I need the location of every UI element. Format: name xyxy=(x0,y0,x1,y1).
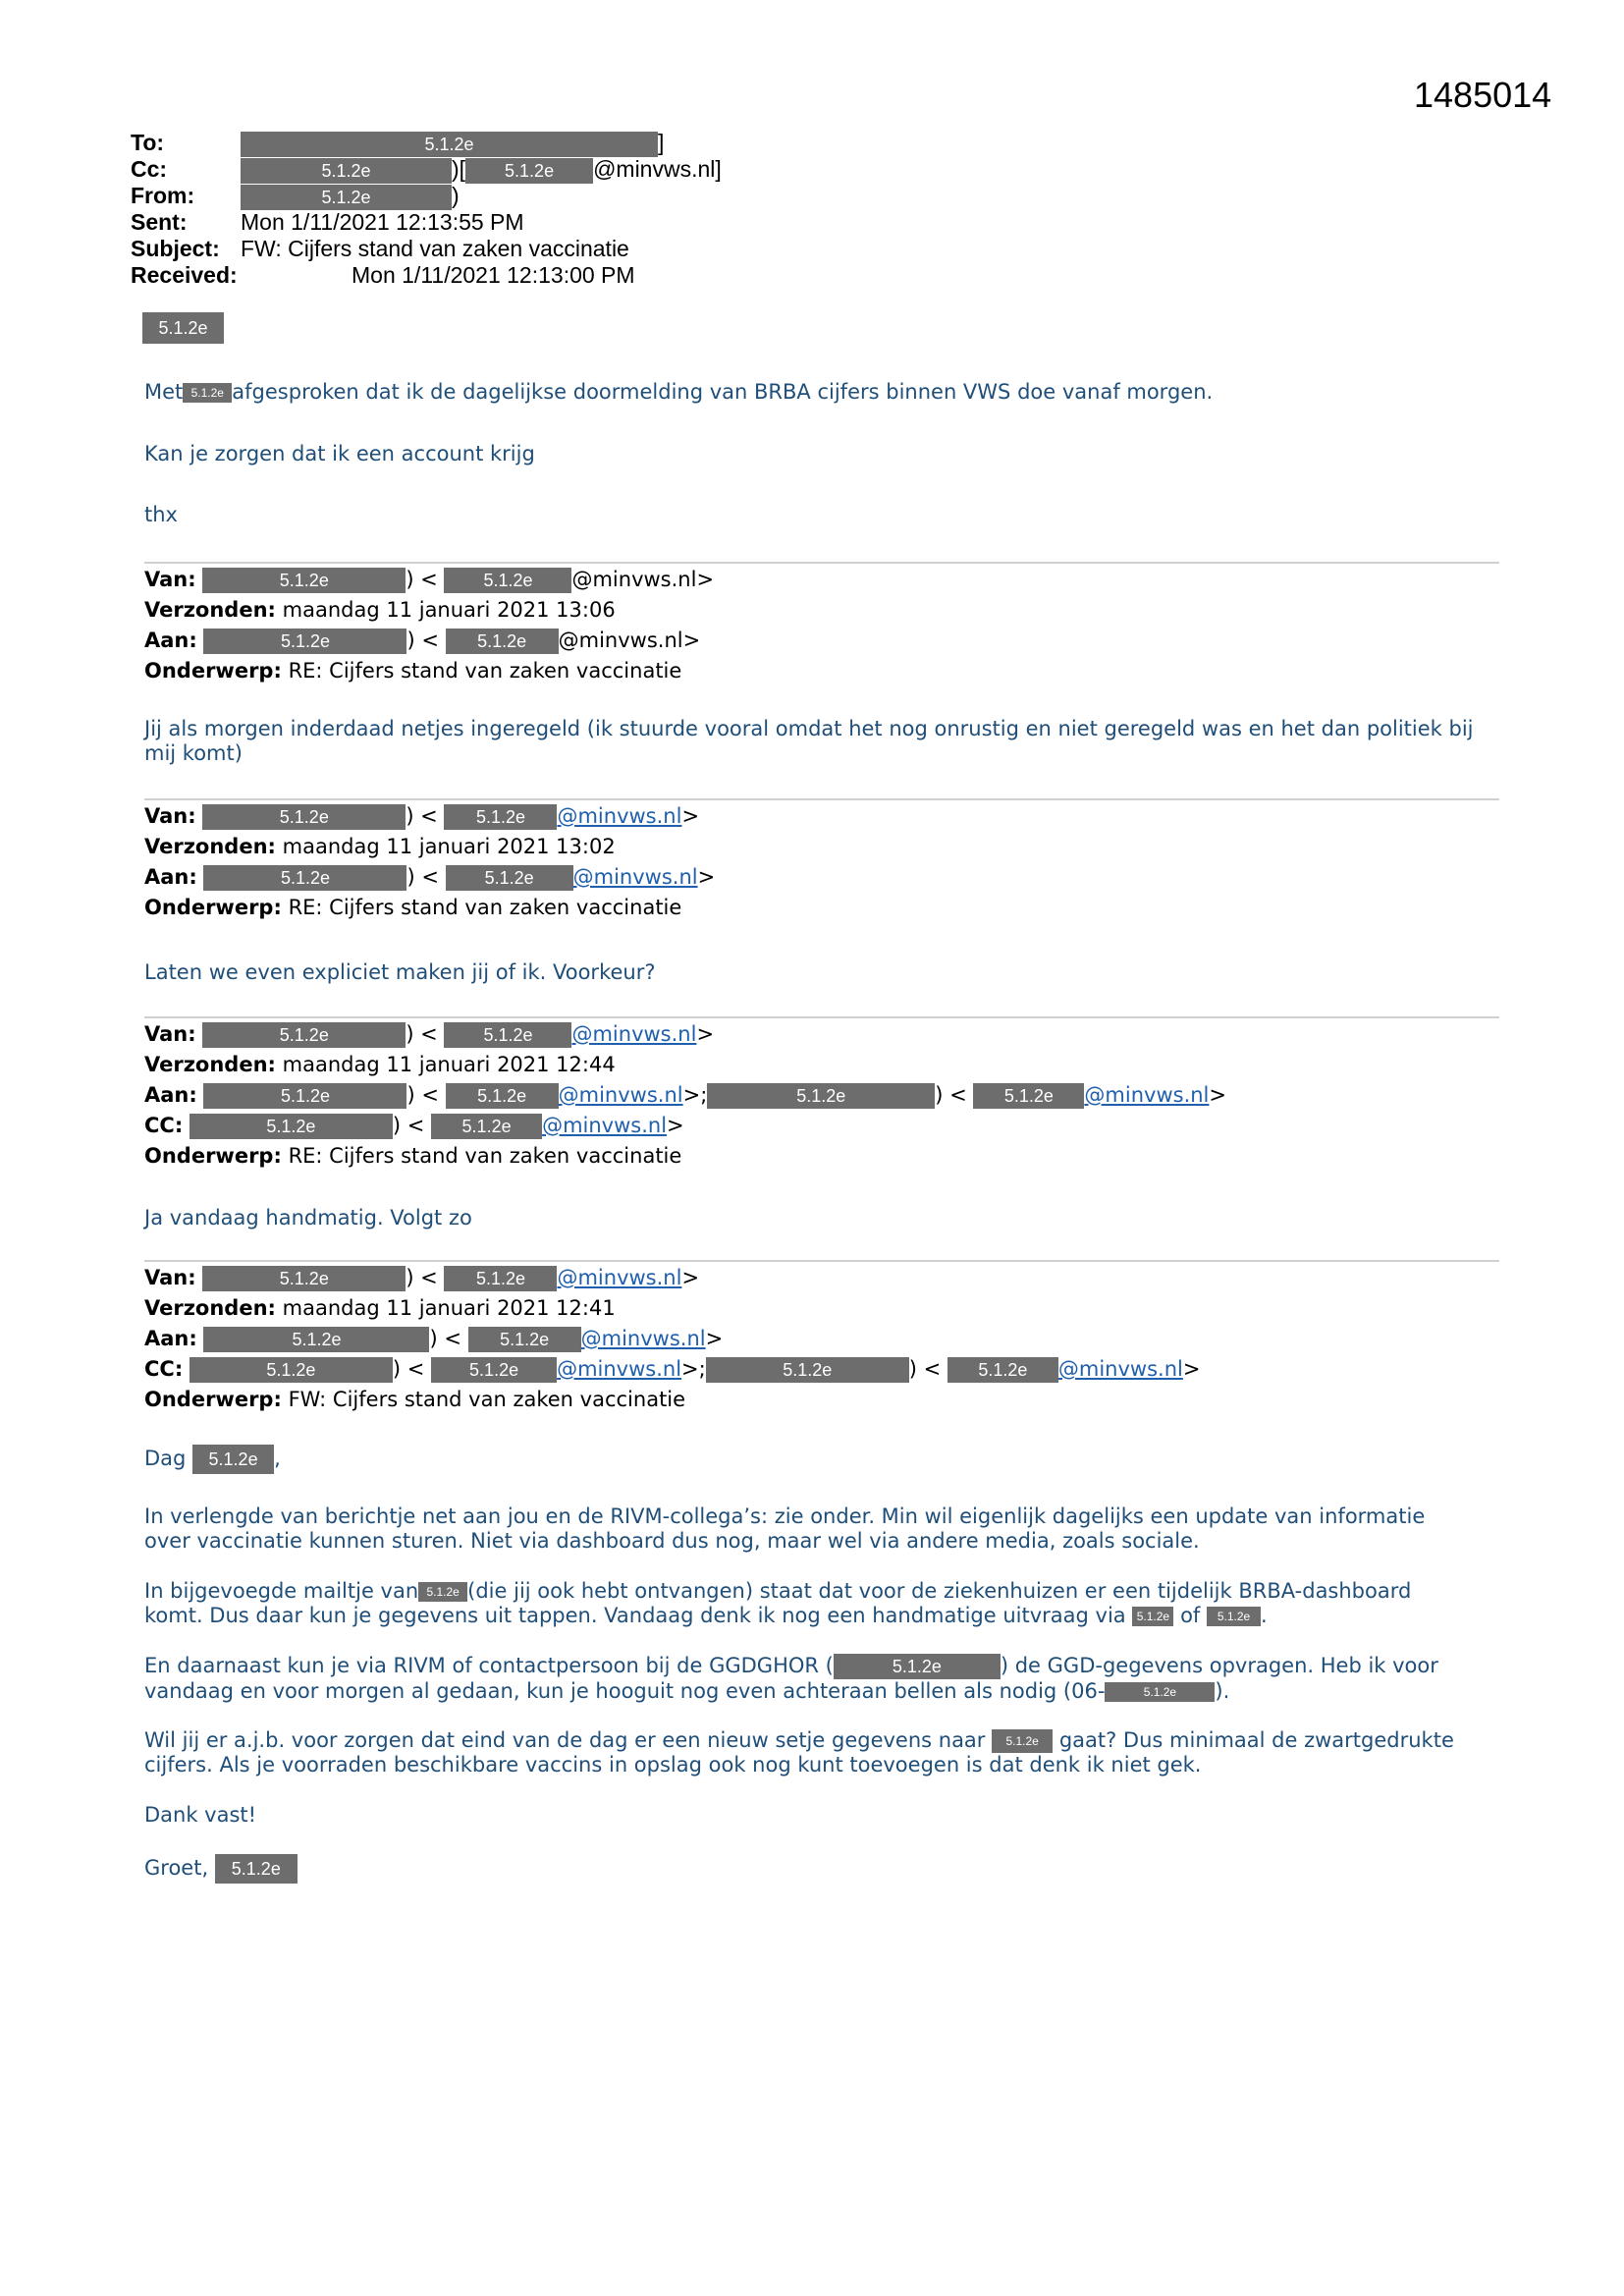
text: afgesproken dat ik de dagelijkse doormelding van BRBA cijfers binnen VWS doe vanaf morgen. xyxy=(232,380,1214,404)
redaction: 5.1.2e xyxy=(444,1266,557,1291)
label: Onderwerp: xyxy=(144,659,282,683)
text: ) < xyxy=(392,1114,425,1137)
sent-label: Sent: xyxy=(131,209,188,235)
text: FW: Cijfers stand van zaken vaccinatie xyxy=(288,1388,686,1411)
label: CC: xyxy=(144,1357,184,1381)
msg2-van xyxy=(144,801,699,832)
text: maandag 11 januari 2021 13:02 xyxy=(282,835,616,858)
msg2-onderwerp xyxy=(144,893,681,923)
text: Dag xyxy=(144,1447,187,1470)
text: ) < xyxy=(406,568,438,591)
redaction: 5.1.2e xyxy=(241,158,452,184)
label: Onderwerp: xyxy=(144,896,282,919)
redaction: 5.1.2e xyxy=(192,1445,274,1474)
redaction: 5.1.2e xyxy=(142,312,224,344)
cc-suffix: @minvws.nl] xyxy=(593,156,722,182)
text: > xyxy=(1209,1083,1226,1107)
msg2-body: Laten we even expliciet maken jij of ik. Voorkeur? xyxy=(144,960,656,984)
label: Van: xyxy=(144,568,196,591)
redaction: 5.1.2e xyxy=(1132,1607,1173,1626)
text: @minvws.nl xyxy=(558,629,683,652)
label: Van: xyxy=(144,804,196,828)
label: Verzonden: xyxy=(144,1053,276,1076)
text: >; xyxy=(681,1357,706,1381)
redaction: 5.1.2e xyxy=(444,568,571,593)
text: ) < xyxy=(406,865,439,889)
msg3-aan xyxy=(144,1080,1226,1111)
msg3-cc xyxy=(144,1111,684,1141)
msg1-aan xyxy=(144,626,700,656)
text: maandag 11 januari 2021 12:41 xyxy=(282,1296,616,1320)
from-label: From: xyxy=(131,183,195,208)
redaction: 5.1.2e xyxy=(446,1083,559,1109)
label: Verzonden: xyxy=(144,835,276,858)
text: > xyxy=(697,865,716,889)
divider xyxy=(144,798,1499,800)
text: > xyxy=(681,804,700,828)
redaction: 5.1.2e xyxy=(215,1854,298,1884)
label: Verzonden: xyxy=(144,1296,276,1320)
email-link[interactable]: @minvws.nl xyxy=(580,1327,706,1350)
text: . xyxy=(1261,1604,1268,1627)
label: Aan: xyxy=(144,629,197,652)
document-number: 1485014 xyxy=(1414,75,1552,115)
msg4-signature xyxy=(144,1854,1499,1884)
email-link[interactable]: @minvws.nl xyxy=(558,1083,683,1107)
redaction: 5.1.2e xyxy=(973,1083,1084,1109)
text: > xyxy=(696,568,715,591)
text: > xyxy=(682,629,701,652)
cc-mid: )[ xyxy=(452,156,466,182)
divider xyxy=(144,562,1499,564)
redaction: 5.1.2e xyxy=(468,1327,581,1352)
cc-label: Cc: xyxy=(131,156,168,182)
redaction: 5.1.2e xyxy=(203,629,406,654)
latest-line-2: Kan je zorgen dat ik een account krijg xyxy=(144,442,535,465)
text: >; xyxy=(682,1083,708,1107)
msg3-van xyxy=(144,1019,714,1050)
msg1-body: Jij als morgen inderdaad netjes ingeregeld (ik stuurde vooral omdat het nog onrustig en niet geregeld was en het dan politiek bij mij komt) xyxy=(144,717,1474,765)
label: Onderwerp: xyxy=(144,1144,282,1168)
redaction: 5.1.2e xyxy=(203,865,406,891)
redaction: 5.1.2e xyxy=(446,629,559,654)
text: > xyxy=(667,1114,684,1137)
text: RE: Cijfers stand van zaken vaccinatie xyxy=(288,896,682,919)
redaction: 5.1.2e xyxy=(706,1357,909,1383)
text: RE: Cijfers stand van zaken vaccinatie xyxy=(288,1144,682,1168)
email-link[interactable]: @minvws.nl xyxy=(1057,1357,1183,1381)
label: Van: xyxy=(144,1266,196,1289)
msg3-verzonden xyxy=(144,1050,616,1080)
redaction: 5.1.2e xyxy=(834,1654,1001,1679)
msg2-verzonden xyxy=(144,832,616,862)
msg4-van xyxy=(144,1263,699,1293)
msg3-onderwerp xyxy=(144,1141,681,1172)
sent-value: Mon 1/11/2021 12:13:55 PM xyxy=(241,209,524,235)
redaction: 5.1.2e xyxy=(418,1582,467,1602)
text: > xyxy=(705,1327,724,1350)
to-label: To: xyxy=(131,130,165,155)
redaction: 5.1.2e xyxy=(202,1022,406,1048)
redaction: 5.1.2e xyxy=(203,1083,406,1109)
text: ). xyxy=(1215,1679,1230,1703)
to-suffix: ] xyxy=(658,130,665,155)
redaction: 5.1.2e xyxy=(431,1357,557,1383)
redaction: 5.1.2e xyxy=(444,804,557,830)
redaction: 5.1.2e xyxy=(202,804,406,830)
text: ) < xyxy=(406,1266,438,1289)
text: maandag 11 januari 2021 12:44 xyxy=(282,1053,616,1076)
redaction: 5.1.2e xyxy=(183,383,232,403)
text: ) < xyxy=(908,1357,942,1381)
redaction: 5.1.2e xyxy=(241,132,658,157)
msg3-body: Ja vandaag handmatig. Volgt zo xyxy=(144,1206,472,1230)
label: Onderwerp: xyxy=(144,1388,282,1411)
msg4-onderwerp xyxy=(144,1385,685,1415)
text: , xyxy=(274,1447,281,1470)
redaction: 5.1.2e xyxy=(444,1022,571,1048)
label: Aan: xyxy=(144,865,197,889)
text: ) de GGD-gegevens opvragen. Heb ik voor vandaag en voor morgen al gedaan, kun je hooguit nog even achteraan bellen als nodig (06- xyxy=(144,1654,1438,1703)
msg1-van xyxy=(144,565,714,595)
redaction: 5.1.2e xyxy=(1207,1607,1261,1626)
msg1-onderwerp xyxy=(144,656,681,686)
email-link[interactable]: @minvws.nl xyxy=(557,1266,682,1289)
msg4-paragraph-5: Dank vast! xyxy=(144,1803,257,1827)
msg4-greeting xyxy=(144,1445,1499,1474)
msg4-verzonden xyxy=(144,1293,616,1324)
latest-line-3: thx xyxy=(144,503,178,526)
redaction: 5.1.2e xyxy=(202,1266,406,1291)
redaction: 5.1.2e xyxy=(189,1114,393,1139)
text: ) < xyxy=(429,1327,461,1350)
msg1-verzonden xyxy=(144,595,616,626)
redaction: 5.1.2e xyxy=(203,1327,429,1352)
received-value: Mon 1/11/2021 12:13:00 PM xyxy=(352,262,635,288)
label: Aan: xyxy=(144,1083,197,1107)
label: Aan: xyxy=(144,1327,197,1350)
msg4-paragraph-2 xyxy=(144,1579,1460,1628)
divider xyxy=(144,1016,1499,1018)
text: En daarnaast kun je via RIVM of contactpersoon bij de GGDGHOR ( xyxy=(144,1654,834,1677)
redaction: 5.1.2e xyxy=(189,1357,393,1383)
subject-label: Subject: xyxy=(131,236,220,261)
text: Groet, xyxy=(144,1856,209,1880)
text: Wil jij er a.j.b. voor zorgen dat eind van de dag er een nieuw setje gegevens naar xyxy=(144,1728,986,1752)
email-link[interactable]: @minvws.nl xyxy=(542,1114,668,1137)
text: @minvws.nl xyxy=(571,568,697,591)
text: > xyxy=(681,1266,700,1289)
msg4-paragraph-1: In verlengde van berichtje net aan jou en de RIVM-collega’s: zie onder. Min wil eigenlijk dagelijks een update van informatie over vaccinatie kunnen sturen. Niet via dashboard dus nog, maar wel via andere media, zoals sociale. xyxy=(144,1504,1426,1553)
text: In bijgevoegde mailtje van xyxy=(144,1579,419,1603)
redaction: 5.1.2e xyxy=(707,1083,935,1109)
text: of xyxy=(1180,1604,1201,1627)
email-link[interactable]: @minvws.nl xyxy=(557,804,682,828)
label: CC: xyxy=(144,1114,184,1137)
latest-line-1 xyxy=(144,380,1499,405)
text: Met xyxy=(144,380,184,404)
text: ) < xyxy=(406,629,439,652)
from-suffix: ) xyxy=(452,183,460,208)
msg4-cc xyxy=(144,1354,1200,1385)
text: > xyxy=(1182,1357,1201,1381)
redaction: 5.1.2e xyxy=(431,1114,542,1139)
text: (die jij ook hebt ontvangen) staat dat voor de ziekenhuizen er een tijdelijk BRBA-dashboard komt. Dus daar kun je gegevens uit tappen. Vandaag denk ik nog een handmatige uitvraag via xyxy=(144,1579,1412,1627)
subject-value: FW: Cijfers stand van zaken vaccinatie xyxy=(241,236,629,261)
email-link[interactable]: @minvws.nl xyxy=(572,865,698,889)
msg4-paragraph-3 xyxy=(144,1654,1460,1704)
received-label: Received: xyxy=(131,262,238,288)
label: Verzonden: xyxy=(144,598,276,622)
text: maandag 11 januari 2021 13:06 xyxy=(282,598,616,622)
msg2-aan xyxy=(144,862,715,893)
msg4-aan xyxy=(144,1324,723,1354)
text: ) < xyxy=(406,1083,439,1107)
msg4-paragraph-4 xyxy=(144,1728,1460,1777)
text: ) < xyxy=(406,804,438,828)
redaction: 5.1.2e xyxy=(465,158,593,184)
redaction: 5.1.2e xyxy=(446,865,573,891)
redaction: 5.1.2e xyxy=(992,1729,1053,1753)
email-link[interactable]: @minvws.nl xyxy=(557,1357,682,1381)
label: Van: xyxy=(144,1022,196,1046)
email-link[interactable]: @minvws.nl xyxy=(1084,1083,1210,1107)
divider xyxy=(144,1260,1499,1262)
text: RE: Cijfers stand van zaken vaccinatie xyxy=(288,659,682,683)
redaction: 5.1.2e xyxy=(1105,1682,1215,1702)
redaction: 5.1.2e xyxy=(241,185,452,210)
text: ) < xyxy=(392,1357,425,1381)
text: gaat? Dus minimaal de zwartgedrukte cijfers. Als je voorraden beschikbare vaccins in opslag ook nog kunt toevoegen is dat denk ik niet gek. xyxy=(144,1728,1454,1777)
redaction: 5.1.2e xyxy=(202,568,406,593)
email-link[interactable]: @minvws.nl xyxy=(571,1022,697,1046)
redaction: 5.1.2e xyxy=(947,1357,1058,1383)
text: ) < xyxy=(935,1083,967,1107)
text: > xyxy=(696,1022,715,1046)
text: ) < xyxy=(406,1022,438,1046)
